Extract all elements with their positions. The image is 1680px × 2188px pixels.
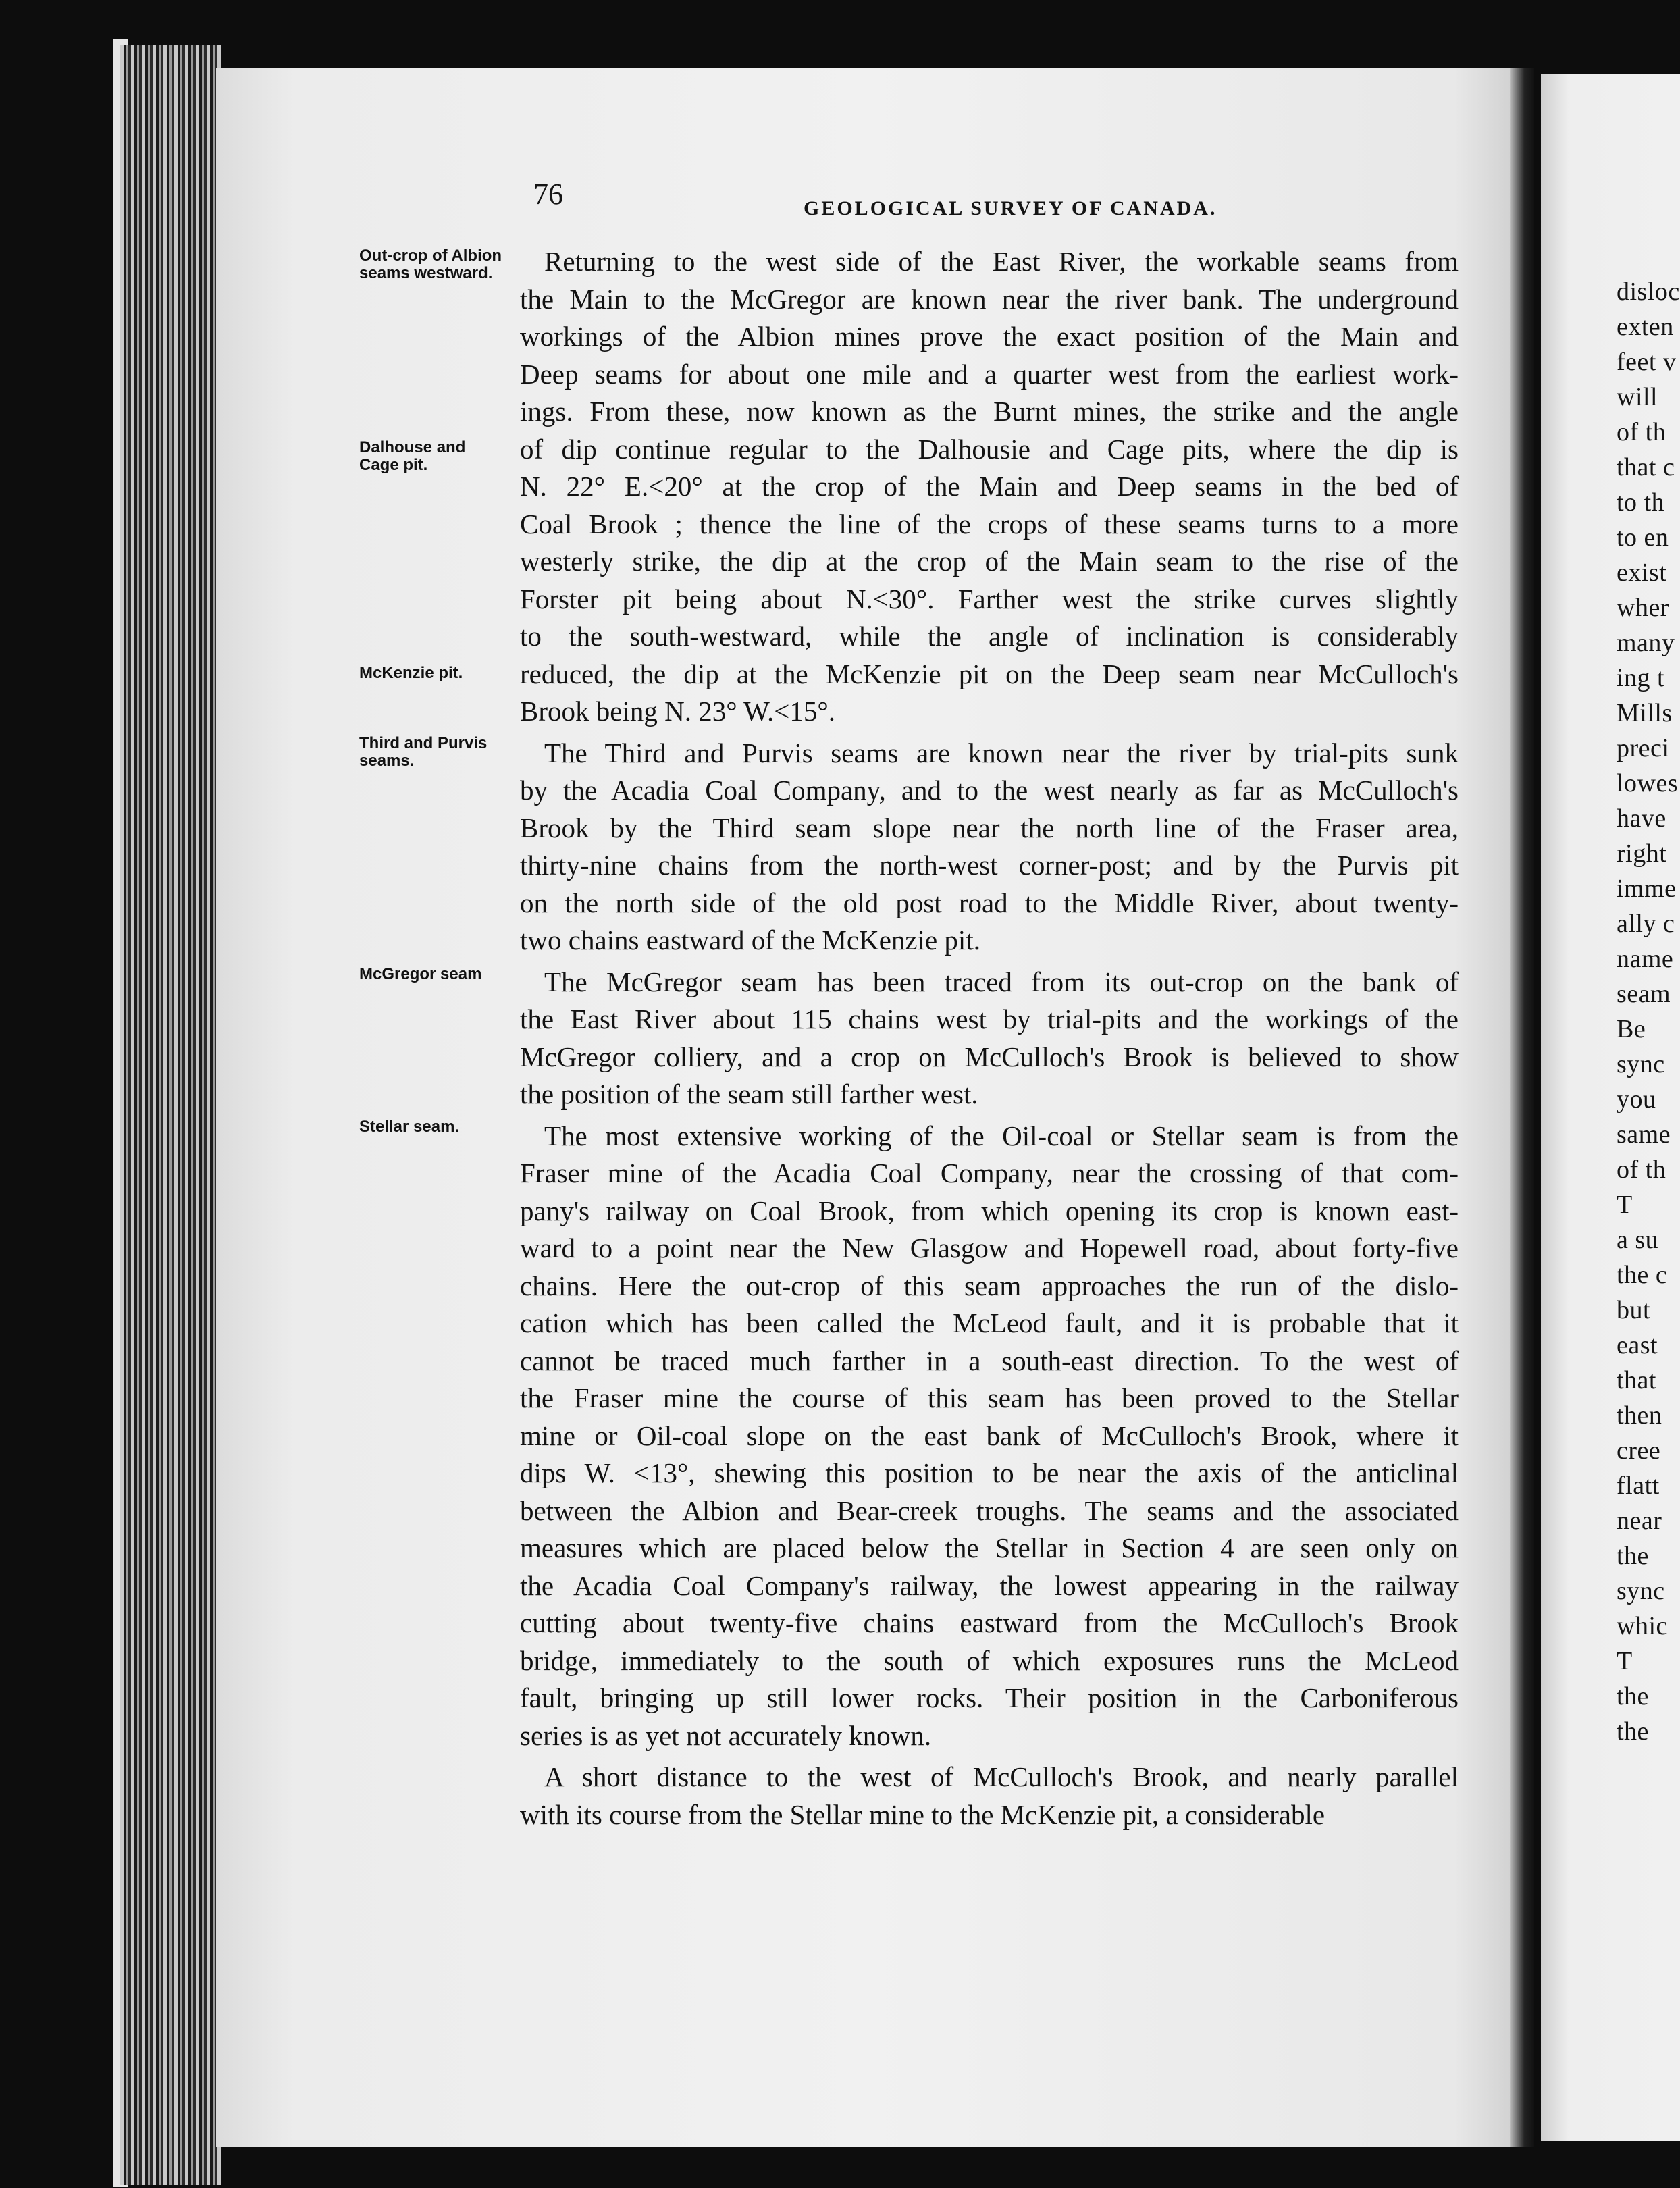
facing-page-line: but [1617,1296,1651,1324]
facing-page-line: exist [1617,558,1667,587]
facing-page-line: that [1617,1366,1656,1395]
facing-page-line: same [1617,1120,1671,1149]
text-line: thirty-nine chains from the north-west corner-post; and by the Purvis pit [520,850,1459,881]
facing-page-line: have [1617,804,1666,833]
text-line: fault, bringing up still lower rocks. Their position in the Carboniferous [520,1682,1459,1713]
right-facing-page [1541,74,1680,2141]
text-line: The Third and Purvis seams are known near the river by trial-pits sunk [544,737,1459,769]
facing-page-line: imme [1617,875,1677,903]
text-line: to the south-westward, while the angle of inclination is considerably [520,621,1459,652]
paragraph [520,964,1459,1114]
body-text [520,243,1459,1838]
facing-page-line: wher [1617,594,1669,622]
text-line: on the north side of the old post road to the Middle River, about twenty- [520,887,1459,918]
facing-page-line: preci [1617,734,1670,762]
text-line: the Acadia Coal Company's railway, the lowest appearing in the railway [520,1569,1459,1601]
text-line: Fraser mine of the Acadia Coal Company, near the crossing of that com- [520,1157,1459,1189]
book-page-edges [120,45,221,2185]
sidenote-dalhousie-cage: Dalhouse and Cage pit. [359,438,466,474]
text-line: Deep seams for about one mile and a quarter west from the earliest work- [520,358,1459,390]
facing-page-line: to th [1617,488,1665,517]
facing-page-line: cree [1617,1436,1661,1465]
facing-page-line: seam [1617,980,1671,1008]
facing-page-text [1617,274,1680,1749]
text-line: mine or Oil-coal slope on the east bank of McCulloch's Brook, where it [520,1419,1459,1451]
facing-page-line: ing t [1617,664,1665,692]
text-line: The McGregor seam has been traced from its out-crop on the bank of [544,966,1459,997]
facing-page-line: lowes [1617,769,1679,798]
paragraph [520,1118,1459,1755]
text-line: ward to a point near the New Glasgow and Hopewell road, about forty-five [520,1232,1459,1264]
facing-page-line: will [1617,383,1658,411]
facing-page-line: T [1617,1647,1633,1675]
facing-page-line: the [1617,1717,1649,1746]
text-line: Coal Brook ; thence the line of the crops of these seams turns to a more [520,508,1459,540]
paragraph [520,1759,1459,1833]
text-line: cutting about twenty-five chains eastward from the McCulloch's Brook [520,1607,1459,1638]
facing-page-line: to en [1617,523,1669,552]
facing-page-line: of th [1617,1155,1666,1184]
facing-page-line: that c [1617,453,1675,481]
facing-page-line: T [1617,1191,1633,1219]
text-line: Brook being N. 23° W.<15°. [520,696,836,727]
facing-page-line: name [1617,945,1674,973]
sidenote-albion-outcrop: Out-crop of Albion seams westward. [359,246,502,282]
text-line: series is as yet not accurately known. [520,1719,932,1751]
page-number: 76 [533,178,563,211]
sidenote-mckenzie-pit: McKenzie pit. [359,664,463,682]
facing-page-line: you [1617,1085,1656,1114]
facing-page-line: disloc [1617,278,1680,306]
text-line: Returning to the west side of the East River, the workable seams from [544,246,1459,277]
facing-page-line: a su [1617,1226,1659,1254]
text-line: bridge, immediately to the south of which exposures runs the McLeod [520,1644,1459,1676]
text-line: with its course from the Stellar mine to the McKenzie pit, a considerable [520,1798,1325,1830]
text-line: pany's railway on Coal Brook, from which opening its crop is known east- [520,1195,1459,1226]
text-line: the East River about 115 chains west by trial-pits and the workings of the [520,1004,1459,1035]
sidenote-stellar-seam: Stellar seam. [359,1118,460,1136]
text-line: the Main to the McGregor are known near the river bank. The underground [520,283,1459,315]
facing-page-line: flatt [1617,1471,1660,1500]
text-line: westerly strike, the dip at the crop of the Main seam to the rise of the [520,546,1459,577]
facing-page-line: the c [1617,1261,1668,1289]
text-line: the Fraser mine the course of this seam has been proved to the Stellar [520,1382,1459,1413]
paragraph [520,243,1459,731]
book-gutter [1510,68,1534,2147]
text-line: A short distance to the west of McCulloch's Brook, and nearly parallel [544,1761,1459,1792]
text-line: Brook by the Third seam slope near the north line of the Fraser area, [520,812,1459,843]
facing-page-line: near [1617,1507,1662,1535]
facing-page-line: whic [1617,1612,1668,1640]
facing-page-line: Mills [1617,699,1673,727]
facing-page-line: of th [1617,418,1666,446]
text-line: ings. From these, now known as the Burnt mines, the strike and the angle [520,396,1459,427]
page-header [533,177,1526,217]
facing-page-line: feet v [1617,348,1677,376]
text-line: N. 22° E.<20° at the crop of the Main and Deep seams in the bed of [520,471,1459,502]
text-line: dips W. <13°, shewing this position to be near the axis of the anticlinal [520,1457,1459,1488]
text-line: chains. Here the out-crop of this seam approaches the run of the dislo- [520,1270,1459,1301]
text-line: cation which has been called the McLeod fault, and it is probable that it [520,1307,1459,1338]
facing-page-line: then [1617,1401,1662,1430]
facing-page-line: right [1617,839,1667,868]
text-line: the position of the seam still farther west. [520,1078,978,1110]
facing-page-line: east [1617,1331,1658,1359]
text-line: workings of the Albion mines prove the exact position of the Main and [520,321,1459,352]
facing-page-line: many [1617,629,1675,657]
text-line: The most extensive working of the Oil-coal or Stellar seam is from the [544,1120,1459,1151]
facing-page-line: the [1617,1542,1649,1570]
text-line: of dip continue regular to the Dalhousie and Cage pits, where the dip is [520,433,1459,465]
text-line: cannot be traced much farther in a south-east direction. To the west of [520,1345,1459,1376]
text-line: Forster pit being about N.<30°. Farther west the strike curves slightly [520,583,1459,615]
sidenote-third-purvis: Third and Purvis seams. [359,734,488,770]
text-line: by the Acadia Coal Company, and to the west nearly as far as McCulloch's [520,775,1459,806]
facing-page-line: the [1617,1682,1649,1711]
text-line: McGregor colliery, and a crop on McCulloch's Brook is believed to show [520,1041,1459,1072]
text-line: measures which are placed below the Stellar in Section 4 are seen only on [520,1532,1459,1563]
facing-page-line: Be [1617,1015,1646,1043]
facing-page-line: exten [1617,313,1674,341]
paragraph [520,735,1459,960]
sidenote-mcgregor-seam: McGregor seam [359,965,482,983]
facing-page-line: sync [1617,1050,1665,1078]
facing-page-line: sync [1617,1577,1665,1605]
running-title: GEOLOGICAL SURVEY OF CANADA. [804,197,1217,219]
text-line: reduced, the dip at the McKenzie pit on the Deep seam near McCulloch's [520,658,1459,689]
text-line: between the Albion and Bear-creek troughs. The seams and the associated [520,1494,1459,1526]
facing-page-line: ally c [1617,910,1675,938]
text-line: two chains eastward of the McKenzie pit. [520,924,980,956]
